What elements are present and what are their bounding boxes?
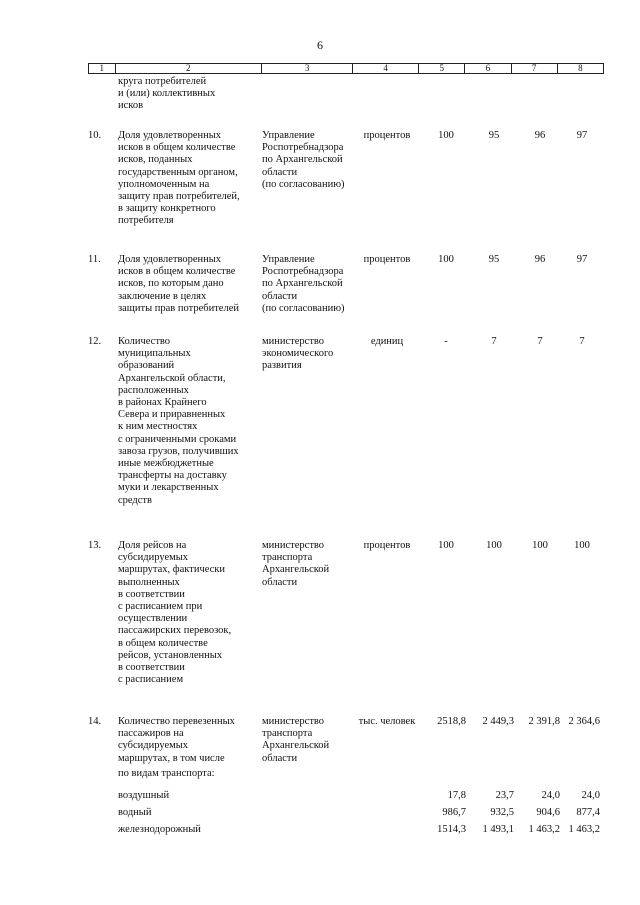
col-7-number: 7: [511, 64, 557, 74]
value-col8: 100: [574, 540, 590, 551]
value-col5: 100: [438, 254, 454, 265]
value-col6: 1 493,1: [482, 824, 514, 835]
value-col8: 2 364,6: [568, 716, 600, 727]
text-line: Управление: [262, 130, 315, 141]
value-col8: 24,0: [581, 790, 600, 801]
unit: единиц: [370, 336, 404, 347]
text-line: муниципальных: [118, 348, 191, 360]
text-line: по Архангельской: [262, 154, 343, 166]
responsible-executor: [262, 130, 354, 191]
value-col6: 23,7: [495, 790, 514, 801]
value-col7: 96: [534, 130, 546, 141]
text-line: государственным органом,: [118, 166, 238, 178]
value-col5: 17,8: [447, 790, 466, 801]
value-col8: 877,4: [576, 807, 600, 818]
text-line: с ограниченными сроками: [118, 433, 237, 445]
text-line: исков: [118, 100, 144, 112]
indicator-name: [118, 130, 258, 228]
text-line: выполненных: [118, 576, 180, 588]
value-col5: 986,7: [442, 807, 466, 818]
text-line: экономического: [262, 348, 334, 360]
transport-name: воздушный: [118, 790, 170, 801]
col-8-number: 8: [557, 64, 603, 74]
value-col7: 1 463,2: [528, 824, 560, 835]
text-line: (по согласованию): [262, 178, 345, 190]
indicator-name: [118, 540, 258, 686]
text-line: маршрутах, в том числе: [118, 752, 225, 764]
col-1-number: 1: [89, 64, 116, 74]
text-line: министерство: [262, 336, 325, 347]
unit: процентов: [363, 254, 411, 265]
text-line: Управление: [262, 254, 315, 265]
text-line: Роспотребнадзора: [262, 142, 344, 154]
value-col7: 96: [534, 254, 546, 265]
row-number: 13.: [88, 540, 102, 551]
value-col8: 1 463,2: [568, 824, 600, 835]
text-line: области: [262, 752, 298, 764]
unit: процентов: [363, 540, 411, 551]
continuation-text: [118, 76, 258, 113]
col-2-number: 2: [115, 64, 261, 74]
value-col5: 100: [438, 130, 454, 141]
value-col7: 100: [532, 540, 548, 551]
text-line: рейсов, установленных: [118, 649, 223, 661]
indicator-name: [118, 336, 258, 507]
text-line: трансферты на доставку: [118, 470, 227, 482]
text-line: области: [262, 290, 298, 302]
value-col8: 97: [576, 130, 588, 141]
text-line: транспорта: [262, 728, 313, 740]
text-line: муки и лекарственных: [118, 482, 219, 494]
value-col8: 97: [576, 254, 588, 265]
text-line: маршрутах, фактически: [118, 564, 226, 576]
value-col5: 2518,8: [437, 716, 466, 727]
text-line: Архангельской области,: [118, 372, 226, 384]
text-line: развития: [262, 360, 302, 372]
text-line: пассажирских перевозок,: [118, 625, 232, 637]
transport-name: железнодорожный: [118, 824, 201, 835]
value-col7: 24,0: [541, 790, 560, 801]
text-line: министерство: [262, 540, 325, 551]
col-4-number: 4: [353, 64, 419, 74]
value-col6: 95: [488, 130, 500, 141]
page-number: 6: [317, 38, 323, 52]
unit: тыс. человек: [358, 716, 416, 727]
text-line: заключение в целях: [118, 290, 207, 302]
col-5-number: 5: [419, 64, 465, 74]
text-line: завоза грузов, получивших: [118, 445, 239, 457]
indicator-name: [118, 254, 258, 315]
text-line: области: [262, 576, 298, 588]
col-3-number: 3: [261, 64, 352, 74]
text-line: исков, поданных: [118, 154, 193, 166]
text-line: осуществлении: [118, 613, 188, 625]
text-line: по видам транспорта:: [118, 767, 215, 779]
text-line: в районах Крайнего: [118, 397, 207, 409]
text-line: Архангельской: [262, 564, 330, 576]
responsible-executor: [262, 336, 354, 373]
text-line: в защиту конкретного: [118, 203, 216, 215]
text-line: потребителя: [118, 215, 174, 227]
text-line: субсидируемых: [118, 740, 189, 752]
value-col6: 7: [491, 336, 497, 347]
text-line: в общем количестве: [118, 637, 208, 649]
value-col6: 100: [486, 540, 502, 551]
value-col7: 7: [537, 336, 543, 347]
row-number: 12.: [88, 336, 102, 347]
text-line: в соответствии: [118, 662, 185, 674]
indicator-name: [118, 716, 258, 780]
text-line: круга потребителей: [118, 76, 207, 87]
value-col6: 2 449,3: [482, 716, 514, 727]
row-number: 14.: [88, 716, 102, 727]
text-line: пассажиров на: [118, 728, 184, 740]
text-line: Количество перевезенных: [118, 716, 235, 727]
text-line: с расписанием: [118, 674, 184, 686]
text-line: иные межбюджетные: [118, 458, 214, 470]
text-line: министерство: [262, 716, 325, 727]
text-line: уполномоченным на: [118, 178, 210, 190]
text-line: транспорта: [262, 552, 313, 564]
text-line: области: [262, 166, 298, 178]
text-line: субсидируемых: [118, 552, 189, 564]
value-col7: 904,6: [536, 807, 560, 818]
text-line: Роспотребнадзора: [262, 266, 344, 278]
text-line: (по согласованию): [262, 302, 345, 314]
text-line: исков в общем количестве: [118, 266, 236, 278]
text-line: Доля удовлетворенных: [118, 254, 222, 265]
text-line: средств: [118, 494, 152, 506]
value-col6: 932,5: [490, 807, 514, 818]
text-line: защиту прав потребителей,: [118, 191, 240, 203]
text-line: в соответствии: [118, 588, 185, 600]
text-line: Количество: [118, 336, 171, 347]
text-line: исков в общем количестве: [118, 142, 236, 154]
transport-name: водный: [118, 807, 152, 818]
column-number-header: [88, 63, 604, 74]
value-col5: 1514,3: [437, 824, 466, 835]
text-line: по Архангельской: [262, 278, 343, 290]
text-line: защиты прав потребителей: [118, 302, 239, 314]
text-line: Доля рейсов на: [118, 540, 187, 551]
col-6-number: 6: [465, 64, 511, 74]
value-col5: -: [444, 336, 448, 347]
row-number: 10.: [88, 130, 102, 141]
value-col8: 7: [579, 336, 585, 347]
text-line: образований: [118, 360, 175, 372]
row-number: 11.: [88, 254, 101, 265]
value-col7: 2 391,8: [528, 716, 560, 727]
text-line: Архангельской: [262, 740, 330, 752]
text-line: расположенных: [118, 384, 189, 396]
text-line: с расписанием при: [118, 601, 203, 613]
responsible-executor: [262, 254, 354, 315]
unit: процентов: [363, 130, 411, 141]
text-line: исков, по которым дано: [118, 278, 224, 290]
text-line: Севера и приравненных: [118, 409, 226, 421]
responsible-executor: [262, 716, 354, 765]
responsible-executor: [262, 540, 354, 589]
text-line: к ним местностях: [118, 421, 198, 433]
text-line: и (или) коллективных: [118, 88, 216, 100]
value-col5: 100: [438, 540, 454, 551]
value-col6: 95: [488, 254, 500, 265]
text-line: Доля удовлетворенных: [118, 130, 222, 141]
